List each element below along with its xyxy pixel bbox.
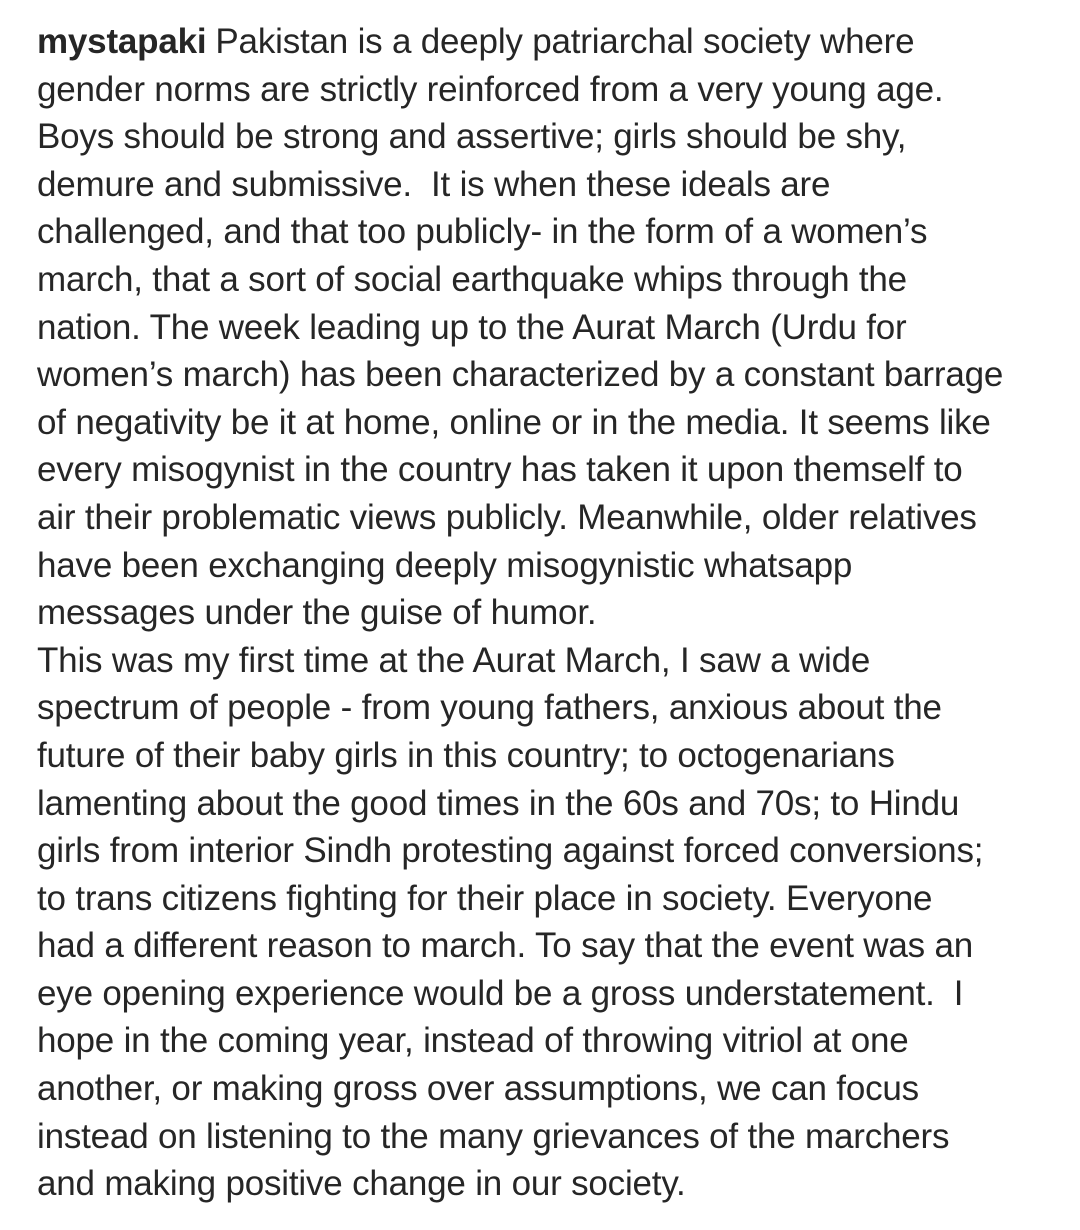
caption-line: every misogynist in the country has taken it upon themself to — [37, 450, 963, 490]
caption-line: to trans citizens fighting for their place in society. Everyone — [37, 878, 933, 918]
caption-line: of negativity be it at home, online or in the media. It seems like — [37, 402, 991, 442]
caption-line: gender norms are strictly reinforced from a very young age. — [37, 69, 944, 109]
caption-line: have been exchanging deeply misogynistic whatsapp — [37, 545, 853, 585]
caption-line: instead on listening to the many grievances of the marchers — [37, 1116, 950, 1156]
caption-line: future of their baby girls in this country; to octogenarians — [37, 735, 895, 775]
caption-line: messages under the guise of humor. — [37, 593, 597, 633]
caption-line: women’s march) has been characterized by a constant barrage — [37, 355, 1004, 395]
caption-line: had a different reason to march. To say that the event was an — [37, 926, 973, 966]
caption-line: lamenting about the good times in the 60s and 70s; to Hindu — [37, 783, 960, 823]
caption-line: eye opening experience would be a gross understatement. I — [37, 973, 964, 1013]
caption-line: another, or making gross over assumptions, we can focus — [37, 1069, 919, 1109]
caption-line-text: Pakistan is a deeply patriarchal society where — [215, 22, 915, 61]
username-link[interactable]: mystapaki — [37, 22, 207, 61]
caption-line: and making positive change in our society. — [37, 1164, 686, 1204]
caption-line: air their problematic views publicly. Meanwhile, older relatives — [37, 497, 977, 537]
caption-line: march, that a sort of social earthquake whips through the — [37, 259, 907, 299]
caption-line: nation. The week leading up to the Aurat March (Urdu for — [37, 307, 907, 347]
caption-line: challenged, and that too publicly- in the form of a women’s — [37, 212, 928, 252]
caption-line — [37, 18, 1050, 66]
caption-line: hope in the coming year, instead of throwing vitriol at one — [37, 1021, 909, 1061]
caption-line: spectrum of people - from young fathers, anxious about the — [37, 688, 942, 728]
caption-line: This was my first time at the Aurat March, I saw a wide — [37, 640, 871, 680]
caption-line: Boys should be strong and assertive; girls should be shy, — [37, 117, 907, 157]
caption-line: girls from interior Sindh protesting against forced conversions; — [37, 831, 984, 871]
caption-line: demure and submissive. It is when these ideals are — [37, 164, 831, 204]
